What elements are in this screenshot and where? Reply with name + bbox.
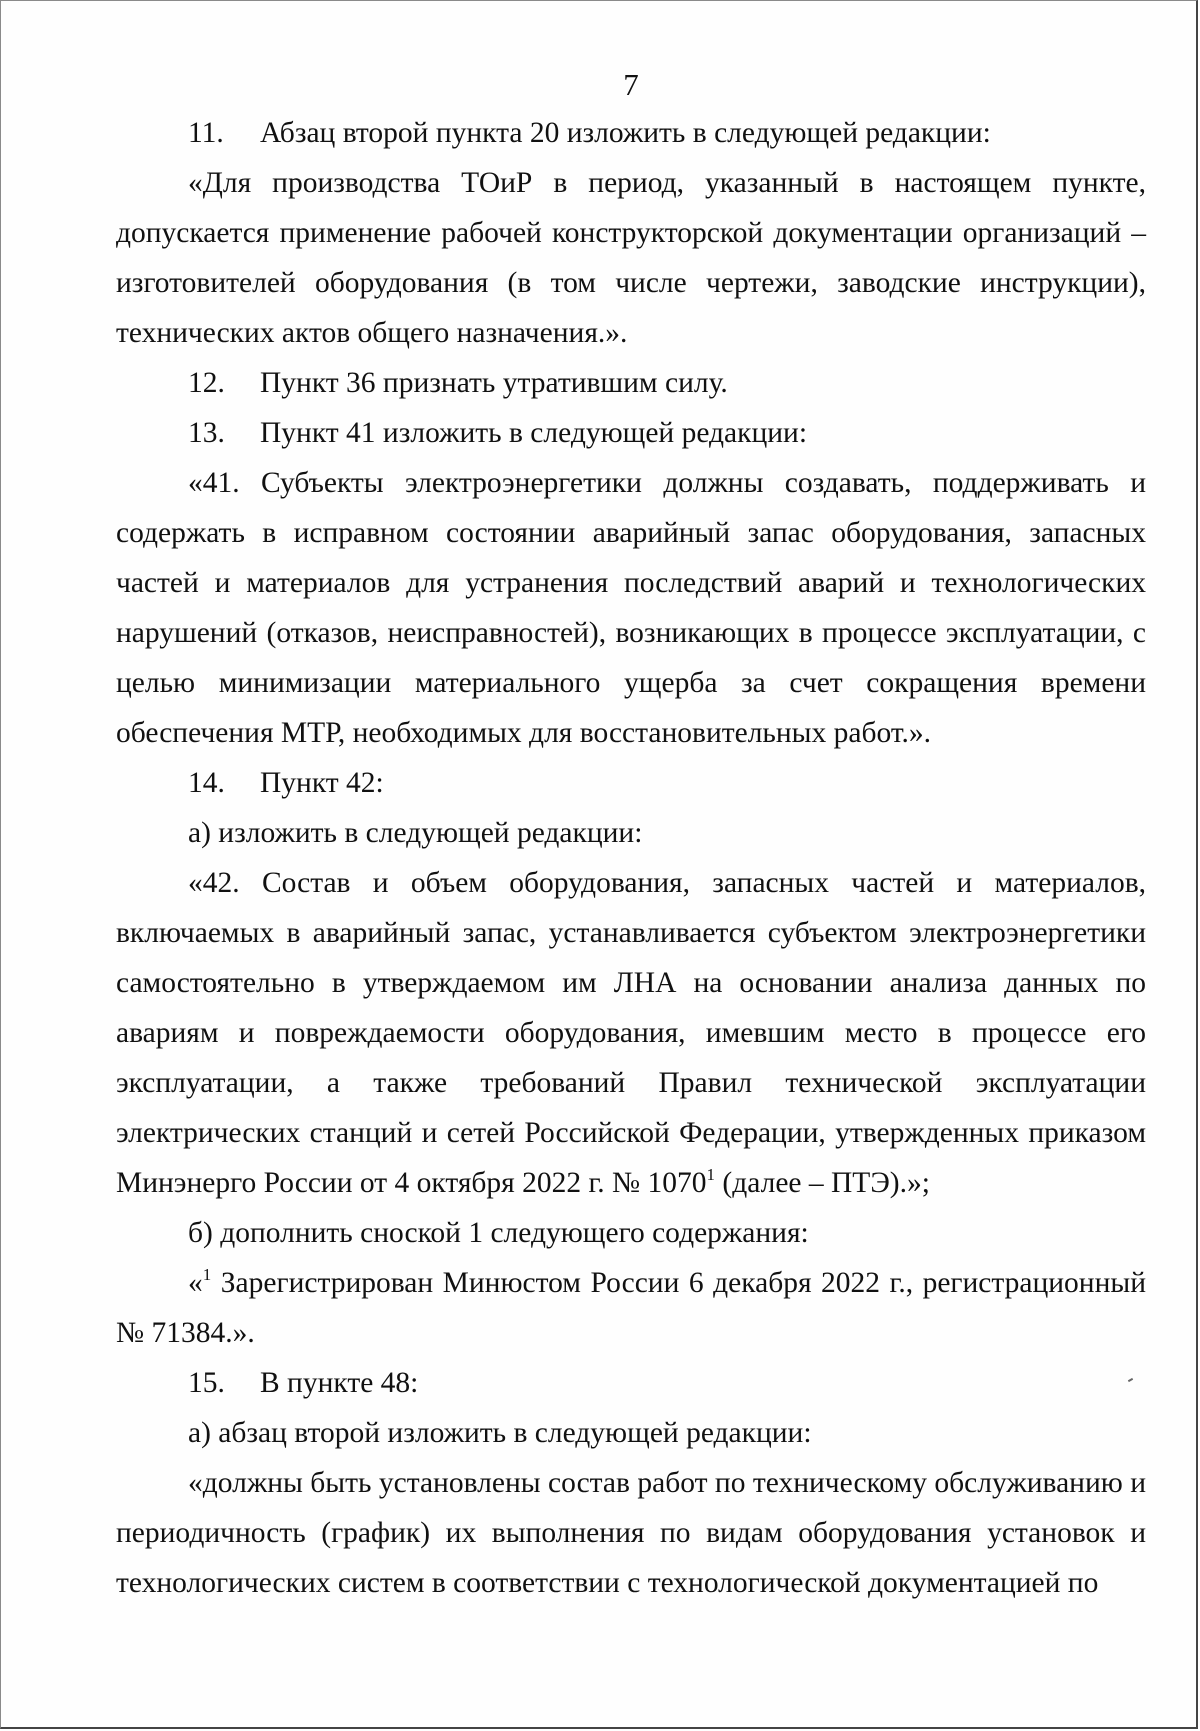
item-14 [116, 758, 1146, 808]
footnote-ref: 1 [706, 1165, 716, 1184]
item-15 [116, 1358, 1146, 1408]
item-14-number: 14. [188, 767, 225, 799]
item-11-number: 11. [188, 117, 224, 149]
item-15-quote-a: «должны быть установлены состав работ по техническому обслуживанию и периодичность (график) их выполнения по видам оборудования установок и технологических систем в соответствии с технологической документацией по [116, 1467, 1146, 1599]
item-14-subpoint-b: б) дополнить сноской 1 следующего содержания: [188, 1217, 809, 1249]
item-14-quote-a-tail: (далее – ПТЭ).»; [715, 1167, 930, 1199]
item-12 [116, 358, 1146, 408]
item-14-quote-a-text: «42. Состав и объем оборудования, запасных частей и материалов, включаемых в аварийный запас, устанавливается субъектом электроэнергетики самостоятельно в утверждаемом им ЛНА на основании анализа данных по авариям и повреждаемости оборудования, имевшим место в процессе его эксплуатации, а также требований Правил технической эксплуатации электрических станций и сетей Российской Федерации, утвержденных приказом Минэнерго России от 4 октября 2022 г. № 1070 [116, 867, 1146, 1199]
item-14-text: Пункт 42: [260, 767, 384, 799]
footnote-text [116, 1258, 1146, 1358]
item-13 [116, 408, 1146, 458]
item-12-number: 12. [188, 367, 225, 399]
item-14-quote-a [116, 858, 1146, 1208]
item-13-number: 13. [188, 417, 225, 449]
item-15-number: 15. [188, 1367, 225, 1399]
document-body [116, 108, 1146, 1608]
item-13-quote: «41. Субъекты электроэнергетики должны создавать, поддерживать и содержать в исправном состоянии аварийный запас оборудования, запасных частей и материалов для устранения последствий аварий и технологических нарушений (отказов, неисправностей), возникающих в процессе эксплуатации, с целью минимизации материального ущерба за счет сокращения времени обеспечения МТР, необходимых для восстановительных работ.». [116, 467, 1146, 749]
item-13-text: Пункт 41 изложить в следующей редакции: [260, 417, 808, 449]
item-14-subpoint-a: а) изложить в следующей редакции: [188, 817, 643, 849]
footnote-marker: 1 [202, 1265, 212, 1284]
item-11 [116, 108, 1146, 158]
item-12-text: Пункт 36 признать утратившим силу. [260, 367, 728, 399]
page-number: 7 [623, 67, 639, 102]
item-11-quote: «Для производства ТОиР в период, указанный в настоящем пункте, допускается применение рабочей конструкторской документации организаций – изготовителей оборудования (в том числе чертежи, заводские инструкции), технических актов общего назначения.». [116, 167, 1146, 349]
item-15-subpoint-a: а) абзац второй изложить в следующей редакции: [188, 1417, 812, 1449]
footnote-body: Зарегистрирован Минюстом России 6 декабря 2022 г., регистрационный № 71384.». [116, 1267, 1146, 1349]
item-15-text: В пункте 48: [260, 1367, 419, 1399]
item-11-text: Абзац второй пункта 20 изложить в следующей редакции: [260, 117, 991, 149]
footnote-open-quote: « [188, 1267, 203, 1299]
